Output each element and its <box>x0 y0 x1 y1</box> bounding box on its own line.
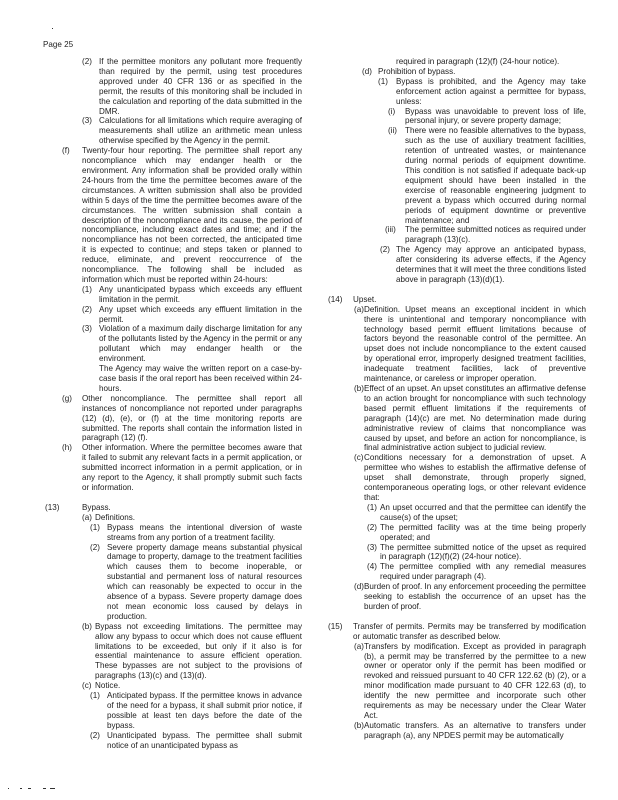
paragraph-text: Bypass is prohibited, and the Agency may take enforcement action against a permittee for bypass, unless: <box>396 76 586 106</box>
right-paragraph <box>380 245 586 285</box>
paragraph-label: (13) <box>45 502 60 512</box>
paragraph-label: (iii) <box>385 225 396 235</box>
paragraph-text: If the permittee monitors any pollutant more frequently than required by the permit, using test procedures approved under 40 CFR 136 or as specified in the permit, the results of this monitoring shall be included in the calculation and reporting of the data submitted in the DMR. <box>99 57 302 116</box>
paragraph-label: (2) <box>90 730 100 740</box>
paragraph-label: (3) <box>82 116 92 126</box>
paragraph-text: Other information. Where the permittee becomes aware that it failed to submit any relevant facts in a permit application, or submitted incorrect information in a permit application, or in any report to the Agency, it shall promptly submit such facts or information. <box>82 443 302 492</box>
paragraph-label: (c) <box>82 681 92 691</box>
paragraph-text: Bypass not exceeding limitations. The permittee may allow any bypass to occur which does not cause effluent limitations to be exceeded, but only if it also is for essential maintenance to assure efficient operation. These bypasses are not subject to the provisions of paragraphs (13)(c) and (13)(d). <box>95 621 302 681</box>
right-paragraph <box>354 384 586 453</box>
right-paragraph <box>354 304 586 384</box>
paragraph-label: (2) <box>82 57 92 66</box>
paragraph-text: There were no feasible alternatives to the bypass, such as the use of auxiliary treatment facilities, retention of untreated wastes, or maintenance during normal periods of equipment downtime. This condition is not satisfied if adequate back-up equipment should have been installed in the exercise of reasonable engineering judgment to prevent a bypass which occurred during normal periods of equipment downtime or preventive maintenance; and <box>405 126 586 225</box>
paragraph-text: Conditions necessary for a demonstration of upset. A permittee who wishes to establish the affirmative defense of upset shall demonstrate, through properly signed, contemporaneous operating logs, or other relevant evidence that: <box>364 453 586 502</box>
paragraph-text: required in paragraph (12)(f) (24-hour notice). <box>396 57 560 66</box>
paragraph-text: Calculations for all limitations which require averaging of measurements shall utilize an arithmetic mean unless otherwise specified by the Agency in the permit. <box>99 116 302 146</box>
paragraph-label: (2) <box>82 304 92 314</box>
right-paragraph <box>362 66 586 77</box>
paragraph-text: Automatic transfers. As an alternative to transfers under paragraph (a), any NPDES permit may be automatically <box>364 720 586 740</box>
right-paragraph <box>367 502 586 523</box>
paragraph-text: The Agency may approve an anticipated bypass, after considering its adverse effects, if the Agency determines that it will meet the three conditions listed above in paragraph (13)(d)(1). <box>396 245 586 284</box>
paragraph-label: (a) <box>354 304 364 314</box>
right-paragraph <box>378 76 586 107</box>
paragraph-text: Any upset which exceeds any effluent limitation in the permit. <box>99 304 302 324</box>
paragraph-text: Severe property damage means substantial physical damage to property, damage to the treatment facilities which causes them to become inoperable, or substantial and permanent loss of natural resources which can reasonably be expected to occur in the absence of a bypass. Severe property damage does not mean economic loss caused by delays in production. <box>107 542 302 621</box>
paragraph-label: (1) <box>82 284 92 294</box>
paragraph-label: (c) <box>354 453 364 463</box>
paragraph-text: Bypass. <box>82 502 111 512</box>
page-number: Page 25 <box>43 40 74 49</box>
paragraph-text: Definitions. <box>95 512 136 522</box>
paragraph-label: (b) <box>354 384 364 393</box>
paragraph-label: (d) <box>362 66 372 76</box>
paragraph-label: (b) <box>82 621 92 631</box>
paragraph-label: (4) <box>367 562 377 572</box>
right-paragraph <box>396 57 586 67</box>
paragraph-text: The permittee complied with any remedial measures required under paragraph (4). <box>380 562 586 582</box>
paragraph-text: Upset. <box>353 294 377 304</box>
paragraph-label: (h) <box>62 443 72 453</box>
paragraph-label: (f) <box>62 146 70 156</box>
paragraph-label: (ii) <box>388 126 397 136</box>
paragraph-label: (2) <box>380 245 390 255</box>
scan-speck <box>52 28 53 29</box>
paragraph-text: Transfers by modification. Except as provided in paragraph (b), a permit may be transferred by the permittee to a new owner or operator only if the permit has been modified or revoked and reissued pursuant to 40 CFR 122.62 (b) (2), or a minor modification made pursuant to 40 CFR 122.63 (d), to identify the new permittee and incorporate such other requirements as may be necessary under the Clear Water Act. <box>364 641 586 720</box>
right-column <box>0 57 618 741</box>
right-paragraph <box>354 720 586 741</box>
right-paragraph <box>328 621 586 642</box>
paragraph-label: (15) <box>328 621 343 631</box>
paragraph-text: The permitted facility was at the time being properly operated; and <box>380 522 586 542</box>
paragraph-text: Bypass means the intentional diversion of waste streams from any portion of a treatment facility. <box>107 522 302 542</box>
right-paragraph <box>388 126 586 225</box>
paragraph-label: (3) <box>367 542 377 552</box>
paragraph-label: (a) <box>82 512 92 522</box>
paragraph-text: Transfer of permits. Permits may be transferred by modification or automatic transfer as described below. <box>353 621 586 641</box>
paragraph-text: An upset occurred and that the permittee can identify the cause(s) of the upset; <box>380 502 586 522</box>
paragraph-label: (a) <box>354 641 364 651</box>
paragraph-label: (1) <box>90 522 100 532</box>
paragraph-text: Unanticipated bypass. The permittee shall submit notice of an unanticipated bypass as <box>107 730 302 750</box>
right-paragraph <box>367 542 586 563</box>
paragraph-label: (1) <box>367 502 377 512</box>
paragraph-text: Definition. Upset means an exceptional incident in which there is unintentional and temporary noncompliance with technology based permit effluent limitations because of factors beyond the reasonable control of the permittee. An upset does not include noncompliance to the extent caused by operational error, improperly designed treatment facilities, inadequate treatment facilities, lack of preventive maintenance, or careless or improper operation. <box>364 304 586 384</box>
paragraph-label: (d) <box>354 582 364 592</box>
paragraph-label: (2) <box>367 522 377 532</box>
paragraph-label: (1) <box>90 691 100 701</box>
paragraph-text: Effect of an upset. An upset constitutes an affirmative defense to an action brought for noncompliance with such technology based permit effluent limitations if the requirements of paragraph (14)(c) are met. No determination made during administrative review of claims that noncompliance was caused by upset, and before an action for noncompliance, is final administrative action subject to judicial review. <box>364 384 586 453</box>
right-paragraph <box>354 582 586 612</box>
right-paragraph <box>367 562 586 582</box>
paragraph-text: Bypass was unavoidable to prevent loss of life, personal injury, or severe property damage; <box>405 106 586 126</box>
right-paragraph <box>354 641 586 721</box>
paragraph-text: Any unanticipated bypass which exceeds any effluent limitation in the permit. <box>99 284 302 304</box>
right-paragraph <box>328 294 586 305</box>
paragraph-label: (i) <box>388 106 396 116</box>
paragraph-label: (b) <box>354 720 364 730</box>
right-paragraph <box>388 106 586 127</box>
paragraph-text: The permittee submitted notices as required under paragraph (13)(c). <box>405 225 586 245</box>
paragraph-label: (2) <box>90 542 100 552</box>
paragraph-text: Twenty-four hour reporting. The permittee shall report any noncompliance which may endanger health or the environment. Any information shall be provided orally within 24-hours from the time the permittee becomes aware of the circumstances. A written submission shall also be provided within 5 days of the time the permittee becomes aware of the circumstances. The written submission shall contain a description of the noncompliance and its cause, the period of noncompliance, including exact dates and time; and if the noncompliance has not been corrected, the anticipated time it is expected to continue; and steps taken or planned to reduce, eliminate, and prevent reoccurrence of the noncompliance. The following shall be included as information which must be reported within 24-hours: <box>82 146 302 284</box>
paragraph-label: (g) <box>62 393 72 403</box>
paragraph-text: Other noncompliance. The permittee shall report all instances of noncompliance not reported under paragraphs (12) (d), (e), or (f) at the time monitoring reports are submitted. The reports shall contain the information listed in paragraph (12) (f). <box>82 393 302 443</box>
paragraph-text: Prohibition of bypass. <box>378 66 456 76</box>
right-paragraph <box>367 522 586 543</box>
paragraph-text: Anticipated bypass. If the permittee knows in advance of the need for a bypass, it shall submit prior notice, if possible at least ten days before the date of the bypass. <box>107 691 302 730</box>
paragraph-text: Notice. <box>95 681 121 691</box>
right-paragraph <box>385 225 586 245</box>
paragraph-text: Violation of a maximum daily discharge limitation for any of the pollutants listed by the Agency in the permit or any pollutant which may endanger health or the environment. <box>99 324 302 364</box>
paragraph-text: The Agency may waive the written report on a case-by-case basis if the oral report has been received within 24-hours. <box>99 364 302 393</box>
right-paragraph <box>354 453 586 503</box>
paragraph-text: The permittee submitted notice of the upset as required in paragraph (12)(f)(2) (24-hour notice). <box>380 542 586 562</box>
paragraph-text: Burden of proof. In any enforcement proceeding the permittee seeking to establish the occurrence of an upset has the burden of proof. <box>364 582 586 611</box>
paragraph-label: (14) <box>328 294 343 304</box>
paragraph-label: (1) <box>378 76 388 86</box>
paragraph-label: (3) <box>82 324 92 334</box>
